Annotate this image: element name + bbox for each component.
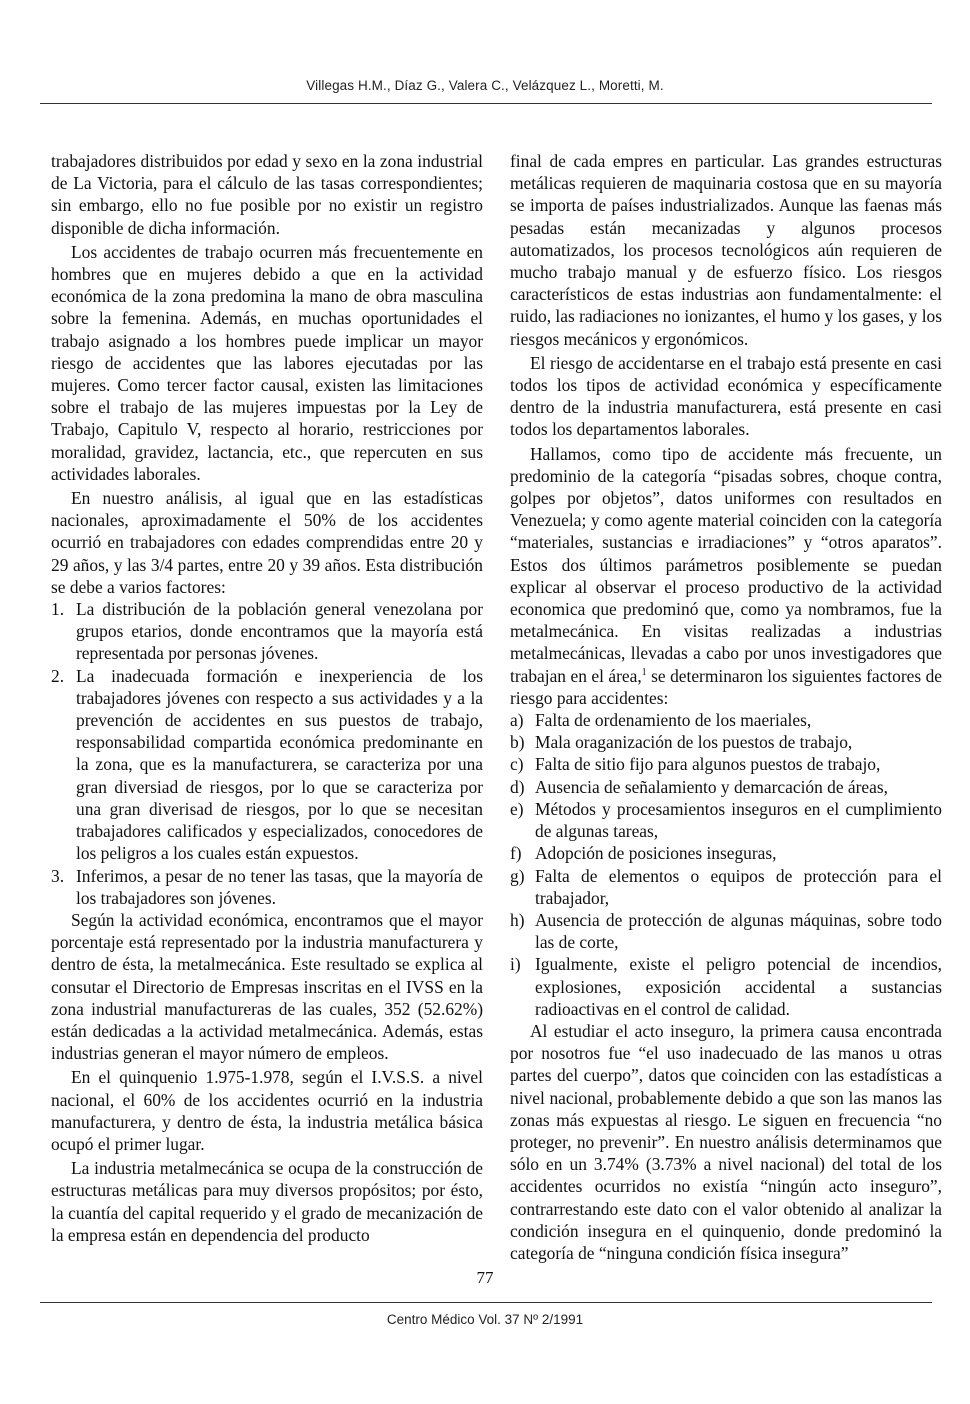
list-item (510, 842, 942, 864)
paragraph: trabajadores distribuidos por edad y sexo en la zona industrial de La Victoria, para el cálculo de las tasas correspondientes; sin embargo, ello no fue posible por no existir un registro disponible de dicha información. (51, 151, 483, 238)
list-number: 2. (51, 665, 65, 686)
paragraph-text: se determinaron los siguientes factores de riesgo para accidentes: (510, 665, 942, 708)
paragraph: final de cada empres en particular. Las grandes estructuras metálicas requieren de maquinaria costosa que en su mayoría se importa de países industrializados. Aunque las faenas más pesadas están mecanizadas y algunos procesos automatizados, los procesos tecnológicos aún requieren de mucho trabajo manual y de esfuerzo físico. Los riesgos característicos de estas industrias aon fundamentalmente: el ruido, las radiaciones no ionizantes, el humo y los gases, y los riesgos mecánicos y ergonómicos. (510, 151, 942, 349)
page-number: 77 (476, 1268, 494, 1287)
list-number: 1. (51, 599, 65, 620)
list-item-text: Métodos y procesamientos inseguros en el cumplimiento de algunas tareas, (535, 798, 942, 842)
list-letter: h) (510, 909, 525, 930)
list-item-text: Ausencia de señalamiento y demarcación de áreas, (535, 776, 888, 797)
list-item-text: Mala oraganización de los puestos de trabajo, (535, 732, 853, 753)
list-letter: c) (510, 754, 524, 775)
list-item (510, 709, 942, 731)
list-item (510, 865, 942, 909)
list-item-text: La distribución de la población general venezolana por grupos etarios, donde encontramos que la mayoría está representada por personas jóvenes. (76, 599, 483, 664)
numbered-list (51, 598, 483, 909)
paragraph: En nuestro análisis, al igual que en las estadísticas nacionales, aproximadamente el 50% de los accidentes ocurrió en trabajadores con edades comprendidas entre 20 y 29 años, y las 3/4 partes, entre 20 y 39 años. Esta distribución se debe a varios factores: (51, 488, 483, 597)
paragraph: El riesgo de accidentarse en el trabajo está presente en casi todos los tipos de actividad económica y específicamente dentro de la industria manufacturera, está presente en casi todos los departamentos laborales. (510, 352, 942, 440)
list-item-text: Ausencia de protección de algunas máquinas, sobre todo las de corte, (535, 909, 942, 953)
list-item (510, 731, 942, 753)
list-item (51, 665, 483, 865)
list-item (510, 776, 942, 798)
right-column (510, 150, 942, 1264)
list-letter: e) (510, 798, 524, 819)
paragraph: La industria metalmecánica se ocupa de la construcción de estructuras metálicas para muy diversos propósitos; por ésto, la cuantía del capital requerido y el grado de mecanización de la empresa están en dependencia del producto (51, 1158, 483, 1245)
running-footer: Centro Médico Vol. 37 Nº 2/1991 (386, 1312, 584, 1327)
list-letter: i) (510, 954, 521, 975)
list-letter: a) (510, 710, 524, 731)
paragraph: Los accidentes de trabajo ocurren más frecuentemente en hombres que en mujeres debido a que en la actividad económica de la zona predomina la mano de obra masculina sobre la femenina. Además, en muchas oportunidades el trabajo asignado a los hombres puede implicar un mayor riesgo de accidentes que las labores ejecutadas por las mujeres. Como tercer factor causal, existen las limitaciones sobre el trabajo de las mujeres impuestas por la Ley de Trabajo, Capitulo V, respecto al horario, restricciones por moralidad, gravidez, lactancia, etc., que repercuten en sus actividades laborales. (51, 241, 483, 484)
paragraph: Según la actividad económica, encontramos que el mayor porcentaje está representado por la industria manufacturera y dentro de ésta, la metalmecánica. Este resultado se explica al consutar el Directorio de Empresas inscritas en el IVSS en la zona industrial manufactureras de las cuales, 352 (52.62%) están dedicadas a la actividad metalmecánica. Además, estas industrias generan el mayor número de empleos. (51, 909, 483, 1064)
list-item (51, 865, 483, 909)
footnote-ref: 1 (641, 666, 647, 678)
list-item-text: Falta de elementos o equipos de protección para el trabajador, (535, 865, 942, 908)
list-item-text: Falta de sitio fijo para algunos puestos de trabajo, (535, 754, 881, 775)
list-letter: g) (510, 865, 525, 886)
list-item-text: Igualmente, existe el peligro potencial de incendios, explosiones, exposición accidental a sustancias radioactivas en el control de calidad. (535, 954, 942, 1019)
footer-rule (40, 1302, 932, 1303)
left-column (51, 150, 483, 1246)
paragraph: En el quinquenio 1.975-1.978, según el I.V.S.S. a nivel nacional, el 60% de los accidentes ocurrió en la industria manufacturera, y dentro de ésta, la industria metálica básica ocupó el primer lugar. (51, 1067, 483, 1154)
paragraph-text: Hallamos, como tipo de accidente más frecuente, un predominio de la categoría “pisadas sobres, choque contra, golpes por objetos”, datos uniformes con resultados en Venezuela; y como agente material coinciden con la categoría “materiales, sustancias e irradiaciones” y “otros aparatos”. Estos dos últimos parámetros posiblemente se puedan explicar al observar el proceso productivo de la actividad economica que predominó que, como ya nombramos, fue la metalmecánica. En visitas realizadas a industrias metalmecánicas, llevadas a cabo por unos investigadores que trabajan en el área, (510, 443, 942, 686)
list-item-text: Inferimos, a pesar de no tener las tasas, que la mayoría de los trabajadores son jóvenes. (76, 865, 483, 908)
header-rule (40, 103, 932, 104)
running-header: Villegas H.M., Díaz G., Valera C., Velázquez L., Moretti, M. (306, 78, 664, 93)
list-item-text: La inadecuada formación e inexperiencia de los trabajadores jóvenes con respecto a sus actividades y a la prevención de accidentes en sus puestos de trabajo, responsabilidad compartida económica predominante en la zona, que es la manufacturera, se caracteriza por una gran diversiad de riesgos, por lo que se caracteriza por una gran diverisad de riesgos, por lo que se necesitan trabajadores calificados y especializados, conocedores de los peligros a los cuales están expuestos. (76, 665, 483, 864)
list-number: 3. (51, 865, 65, 886)
list-letter: b) (510, 732, 525, 753)
list-item-text: Adopción de posiciones inseguras, (535, 843, 777, 864)
list-item (510, 798, 942, 842)
list-item-text: Falta de ordenamiento de los maeriales, (535, 710, 812, 731)
list-item (51, 598, 483, 665)
lettered-list (510, 709, 942, 1020)
list-item (510, 753, 942, 775)
list-letter: d) (510, 776, 525, 797)
list-item (510, 953, 942, 1020)
list-letter: f) (510, 843, 522, 864)
paragraph (510, 443, 942, 709)
paragraph: Al estudiar el acto inseguro, la primera causa encontrada por nosotros fue “el uso inadecuado de las manos u otras partes del cuerpo”, datos que coinciden con las estadísticas a nivel nacional, probablemente debido a que son las manos las zonas más expuestas al riesgo. Le siguen en frecuencia “no proteger, no prevenir”. En nuestro análisis determinamos que sólo en un 3.74% (3.73% a nivel nacional) del total de los accidentes ocurridos no existía “ningún acto inseguro”, contrarrestando este dato con el valor obtenido al analizar la condición insegura en el quinquenio, donde predominó la categoría de “ninguna condición física insegura” (510, 1020, 942, 1263)
list-item (510, 909, 942, 953)
